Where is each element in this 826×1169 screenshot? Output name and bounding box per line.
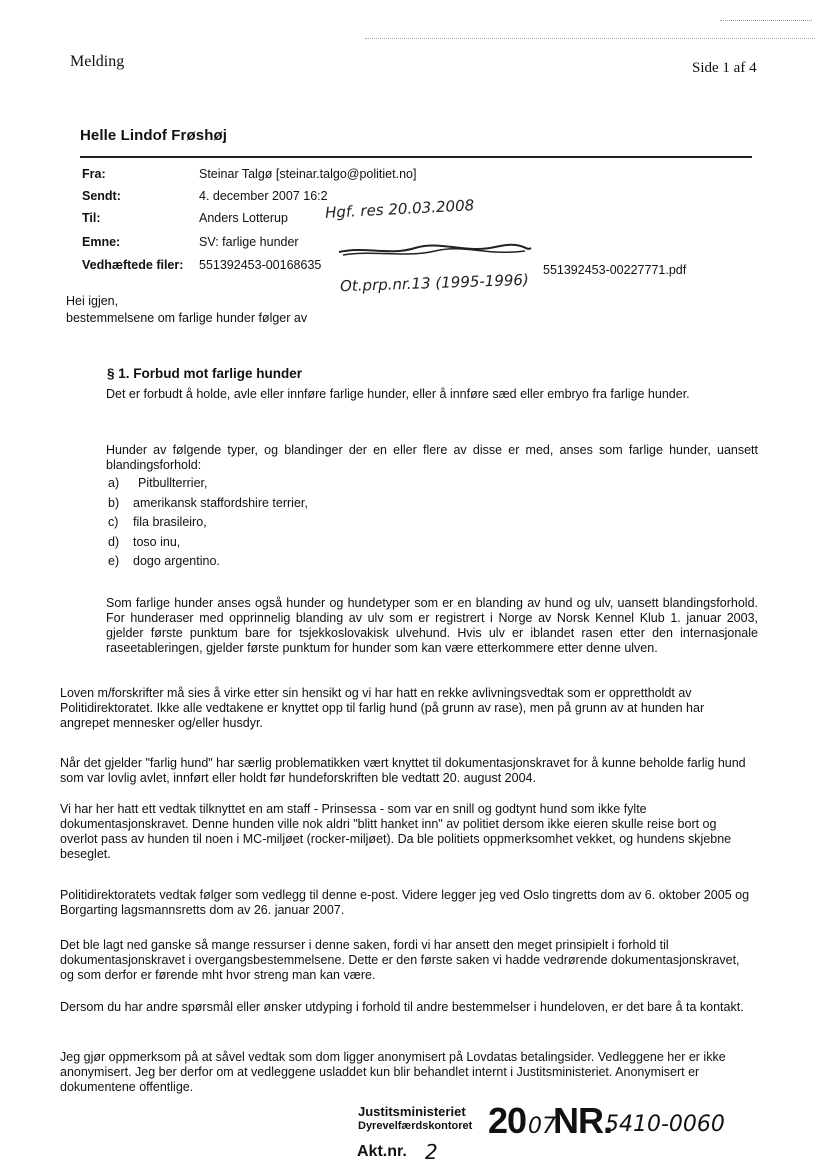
intro-line: bestemmelsene om farlige hunder følger av — [66, 311, 308, 325]
stamp-akt-label: Akt.nr. — [357, 1143, 407, 1160]
stamp-ministry: Justitsministeriet — [358, 1104, 466, 1119]
attachments-label: Vedhæftede filer: — [82, 258, 184, 272]
body-paragraph: Jeg gjør oppmerksom på at såvel vedtak som dom ligger anonymisert på Lovdatas betalingsider. Vedleggene her er ikke anonymisert. Jeg ber derfor om at vedleggene usladdet kun blir behandlet internt i Justitsministeriet. Anonymisert er dokumentene offentlige. — [60, 1050, 726, 1094]
body-paragraph: Loven m/forskrifter må sies å virke etter sin hensikt og vi har hatt en rekke avlivningsvedtak som er opprettholdt av Politidirektoratet. Ikke alle vedtakene er knyttet opp til farlig hund (på grunn av rase), men på grunn av at hunden har angrepet mennesker og/eller husdyr. — [60, 686, 705, 730]
from-value: Steinar Talgø [steinar.talgo@politiet.no] — [199, 167, 417, 181]
subject-label: Emne: — [82, 235, 121, 249]
sender-name: Helle Lindof Frøshøj — [80, 127, 227, 144]
section-paragraph-3: Som farlige hunder anses også hunder og hundetyper som er en blanding av hund og ulv, uansett blandingsforhold. For hunderaser med opprinnelig blanding av ulv som er registrert i Norge av Norsk Kennel Klub 1. januar 2003, gjelder første punktum bare for tsjekkoslovakisk ulvehund. Hvis ulv er iblandet rasen etter den internasjonale raseetableringen, gjelder første punktum for hunder som kan være etterkommere etter denne ulven. — [106, 596, 758, 655]
stamp-nr-handwritten: 5410-0060 — [605, 1112, 725, 1137]
header-rule — [80, 156, 752, 158]
body-paragraph: Vi har her hatt ett vedtak tilknyttet en am staff - Prinsessa - som var en snill og godtynt hund som ikke fylte dokumentasjonskravet. Denne hunden ville nok aldri "blitt hanket inn" av politiet dersom ikke eieren skulle reise bort og overlot pass av hunden til noen i MC-miljøet (rocker-miljøet). Da ble politiets oppmerksomhet vekket, og hundens skjebne beseglet. — [60, 802, 732, 861]
list-item-text: toso inu, — [133, 535, 181, 549]
handwritten-note-date: Hgf. res 20.03.2008 — [324, 196, 475, 222]
list-item-letter: e) — [108, 554, 120, 568]
list-item-text: amerikansk staffordshire terrier, — [133, 496, 308, 510]
sent-value: 4. december 2007 16:2 — [199, 189, 328, 203]
body-paragraph: Politidirektoratets vedtak følger som vedlegg til denne e-post. Videre legger jeg ved Oslo tingretts dom av 6. oktober 2005 og Borgarting lagsmannsretts dom av 26. januar 2007. — [60, 888, 750, 917]
list-item-letter: b) — [108, 496, 120, 510]
handwritten-scribble — [335, 238, 535, 264]
handwritten-note-reference: Ot.prp.nr.13 (1995-1996) — [339, 270, 530, 296]
subject-value: SV: farlige hunder — [199, 235, 299, 249]
section-paragraph-1: Det er forbudt å holde, avle eller innføre farlige hunder, eller å innføre sæd eller embryo fra farlige hunder. — [106, 387, 690, 401]
from-label: Fra: — [82, 167, 106, 181]
header-title: Melding — [70, 53, 125, 70]
sent-label: Sendt: — [82, 189, 121, 203]
list-item-letter: a) — [108, 476, 120, 490]
list-item-text: dogo argentino. — [133, 554, 220, 568]
stamp-year-handwritten: 07 — [528, 1114, 556, 1139]
to-label: Til: — [82, 211, 101, 225]
attachment-1: 551392453-00168635 — [199, 258, 322, 272]
list-item-text: fila brasileiro, — [133, 515, 207, 529]
stamp-office: Dyrevelfærdskontoret — [358, 1120, 473, 1132]
list-item-letter: d) — [108, 535, 120, 549]
body-paragraph: Dersom du har andre spørsmål eller ønsker utdyping i forhold til andre bestemmelser i hundeloven, er det bare å ta kontakt. — [60, 1000, 744, 1014]
page-indicator: Side 1 af 4 — [692, 60, 757, 76]
section-title: § 1. Forbud mot farlige hunder — [107, 366, 303, 381]
stamp-nr-label: NR. — [553, 1100, 612, 1141]
stamp-akt-handwritten: 2 — [425, 1140, 438, 1164]
body-paragraph: Når det gjelder "farlig hund" har særlig problematikken vært knyttet til dokumentasjonskravet for å kunne beholde farlig hund som var lovlig avlet, innført eller holdt før hundeforskriften ble vedtatt 20. august 2004. — [60, 756, 746, 785]
scan-dots-top — [720, 20, 812, 21]
scan-dots-line — [365, 38, 815, 39]
section-paragraph-2: Hunder av følgende typer, og blandinger der en eller flere av disse er med, anses som farlige hunder, uansett blandingsforhold: — [106, 443, 758, 472]
list-item-letter: c) — [108, 515, 119, 529]
greeting-line: Hei igjen, — [66, 294, 119, 308]
body-paragraph: Det ble lagt ned ganske så mange ressurser i denne saken, fordi vi har ansett den meget prinsipielt i forhold til dokumentasjonskravet i overgangsbestemmelsene. Dette er den første saken vi hadde vedrørende dokumentasjonskravet, og som derfor er førende mht hvor streng man kan være. — [60, 938, 740, 982]
stamp-year-prefix: 20 — [488, 1100, 527, 1141]
list-item-text: Pitbullterrier, — [138, 476, 208, 490]
attachment-2: 551392453-00227771.pdf — [543, 263, 687, 277]
to-value: Anders Lotterup — [199, 211, 288, 225]
